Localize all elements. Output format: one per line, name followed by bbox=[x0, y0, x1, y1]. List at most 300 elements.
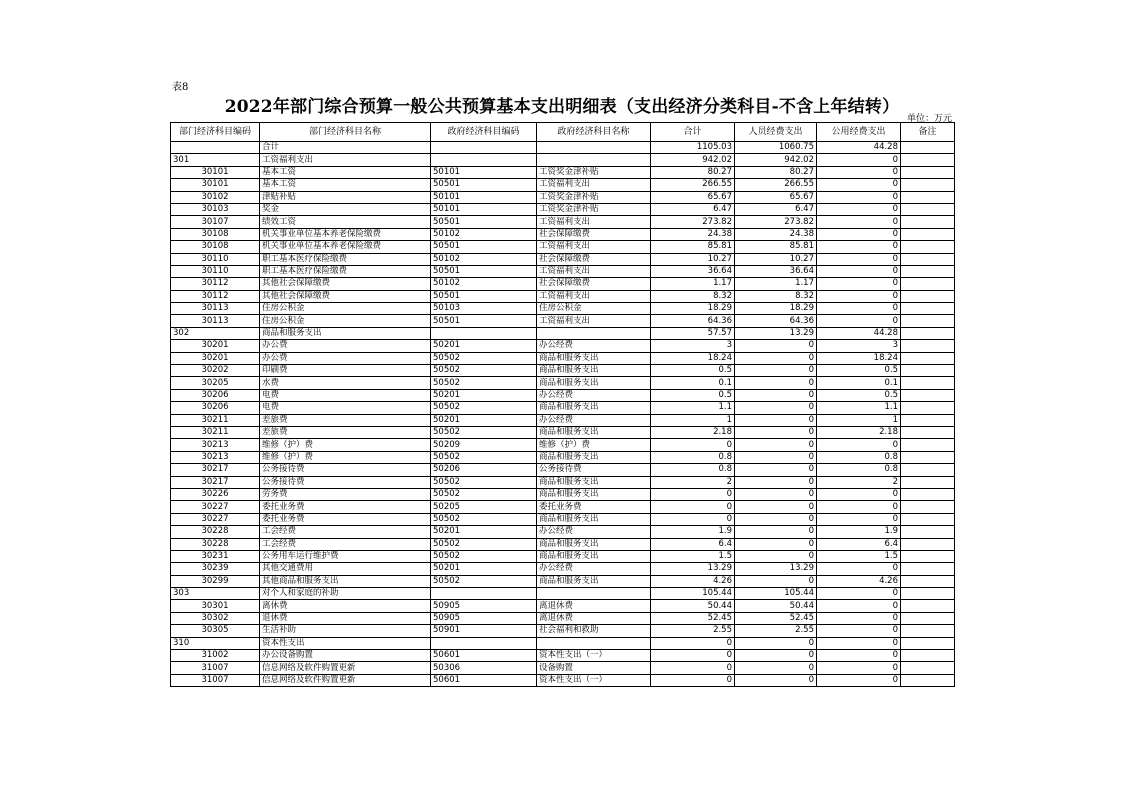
personnel-cell: 24.38 bbox=[735, 228, 817, 240]
dept-code-cell: 303 bbox=[171, 588, 260, 600]
dept-name-cell: 印刷费 bbox=[260, 365, 431, 377]
table-row bbox=[171, 637, 955, 649]
public-cell: 2.18 bbox=[817, 426, 901, 438]
dept-name-cell: 工会经费 bbox=[260, 538, 431, 550]
dept-code-cell: 30205 bbox=[171, 377, 260, 389]
personnel-cell: 0 bbox=[735, 526, 817, 538]
personnel-cell: 13.29 bbox=[735, 327, 817, 339]
gov-code-cell bbox=[431, 327, 537, 339]
dept-code-cell: 310 bbox=[171, 637, 260, 649]
dept-code-cell: 30112 bbox=[171, 278, 260, 290]
gov-code-cell: 50502 bbox=[431, 365, 537, 377]
dept-code-cell: 30211 bbox=[171, 426, 260, 438]
table-row bbox=[171, 290, 955, 302]
gov-code-cell bbox=[431, 588, 537, 600]
table-row bbox=[171, 142, 955, 154]
personnel-cell: 50.44 bbox=[735, 600, 817, 612]
remark-cell bbox=[901, 389, 955, 401]
public-cell: 0 bbox=[817, 166, 901, 178]
public-cell: 0 bbox=[817, 488, 901, 500]
gov-code-cell: 50601 bbox=[431, 674, 537, 686]
dept-name-cell: 对个人和家庭的补助 bbox=[260, 588, 431, 600]
gov-code-cell: 50201 bbox=[431, 563, 537, 575]
gov-code-cell: 50102 bbox=[431, 253, 537, 265]
table-row bbox=[171, 191, 955, 203]
table-row bbox=[171, 166, 955, 178]
public-cell: 0 bbox=[817, 315, 901, 327]
remark-cell bbox=[901, 612, 955, 624]
remark-cell bbox=[901, 575, 955, 587]
header-gov-name: 政府经济科目名称 bbox=[537, 123, 651, 142]
gov-code-cell bbox=[431, 637, 537, 649]
total-cell: 80.27 bbox=[651, 166, 735, 178]
public-cell: 0 bbox=[817, 265, 901, 277]
total-cell: 4.26 bbox=[651, 575, 735, 587]
budget-detail-table bbox=[170, 122, 955, 687]
personnel-cell: 0 bbox=[735, 513, 817, 525]
public-cell: 0 bbox=[817, 662, 901, 674]
public-cell: 0.8 bbox=[817, 451, 901, 463]
gov-code-cell: 50501 bbox=[431, 315, 537, 327]
total-cell: 2.55 bbox=[651, 625, 735, 637]
gov-code-cell: 50201 bbox=[431, 414, 537, 426]
total-cell: 1.1 bbox=[651, 402, 735, 414]
gov-code-cell: 50101 bbox=[431, 191, 537, 203]
remark-cell bbox=[901, 550, 955, 562]
table-row bbox=[171, 501, 955, 513]
total-cell: 64.36 bbox=[651, 315, 735, 327]
personnel-cell: 266.55 bbox=[735, 179, 817, 191]
gov-code-cell bbox=[431, 142, 537, 154]
gov-name-cell: 商品和服务支出 bbox=[537, 352, 651, 364]
public-cell: 4.26 bbox=[817, 575, 901, 587]
dept-code-cell: 30206 bbox=[171, 402, 260, 414]
gov-code-cell: 50502 bbox=[431, 352, 537, 364]
table-row bbox=[171, 476, 955, 488]
dept-code-cell: 301 bbox=[171, 154, 260, 166]
dept-name-cell: 公务接待费 bbox=[260, 476, 431, 488]
public-cell: 0 bbox=[817, 625, 901, 637]
dept-name-cell: 办公费 bbox=[260, 352, 431, 364]
header-dept-name: 部门经济科目名称 bbox=[260, 123, 431, 142]
table-row bbox=[171, 662, 955, 674]
gov-name-cell: 办公经费 bbox=[537, 526, 651, 538]
dept-code-cell: 30226 bbox=[171, 488, 260, 500]
table-row bbox=[171, 488, 955, 500]
table-header-row bbox=[171, 123, 955, 142]
total-cell: 57.57 bbox=[651, 327, 735, 339]
table-row bbox=[171, 612, 955, 624]
dept-name-cell: 合计 bbox=[260, 142, 431, 154]
gov-code-cell: 50501 bbox=[431, 265, 537, 277]
dept-code-cell: 30113 bbox=[171, 303, 260, 315]
gov-name-cell: 社会保障缴费 bbox=[537, 228, 651, 240]
public-cell: 0 bbox=[817, 179, 901, 191]
dept-code-cell: 30228 bbox=[171, 526, 260, 538]
personnel-cell: 0 bbox=[735, 464, 817, 476]
dept-code-cell: 30211 bbox=[171, 414, 260, 426]
remark-cell bbox=[901, 662, 955, 674]
gov-name-cell: 工资奖金津补贴 bbox=[537, 191, 651, 203]
dept-name-cell: 委托业务费 bbox=[260, 513, 431, 525]
table-row bbox=[171, 464, 955, 476]
public-cell: 0 bbox=[817, 253, 901, 265]
gov-code-cell: 50502 bbox=[431, 488, 537, 500]
public-cell: 1.9 bbox=[817, 526, 901, 538]
gov-name-cell: 工资福利支出 bbox=[537, 241, 651, 253]
remark-cell bbox=[901, 365, 955, 377]
dept-name-cell: 机关事业单位基本养老保险缴费 bbox=[260, 228, 431, 240]
dept-code-cell: 30101 bbox=[171, 179, 260, 191]
table-row bbox=[171, 377, 955, 389]
total-cell: 18.29 bbox=[651, 303, 735, 315]
dept-code-cell: 302 bbox=[171, 327, 260, 339]
dept-name-cell: 工会经费 bbox=[260, 526, 431, 538]
gov-code-cell: 50502 bbox=[431, 538, 537, 550]
table-row bbox=[171, 327, 955, 339]
gov-name-cell: 离退休费 bbox=[537, 612, 651, 624]
table-row bbox=[171, 389, 955, 401]
remark-cell bbox=[901, 191, 955, 203]
total-cell: 0 bbox=[651, 637, 735, 649]
personnel-cell: 80.27 bbox=[735, 166, 817, 178]
table-row bbox=[171, 154, 955, 166]
dept-name-cell: 差旅费 bbox=[260, 414, 431, 426]
dept-name-cell: 基本工资 bbox=[260, 166, 431, 178]
remark-cell bbox=[901, 625, 955, 637]
dept-code-cell: 30228 bbox=[171, 538, 260, 550]
dept-code-cell: 30217 bbox=[171, 464, 260, 476]
total-cell: 6.4 bbox=[651, 538, 735, 550]
total-cell: 0 bbox=[651, 513, 735, 525]
gov-name-cell: 商品和服务支出 bbox=[537, 377, 651, 389]
personnel-cell: 0 bbox=[735, 414, 817, 426]
dept-name-cell: 委托业务费 bbox=[260, 501, 431, 513]
dept-name-cell: 维修（护）费 bbox=[260, 439, 431, 451]
total-cell: 1 bbox=[651, 414, 735, 426]
remark-cell bbox=[901, 265, 955, 277]
gov-code-cell: 50501 bbox=[431, 179, 537, 191]
remark-cell bbox=[901, 303, 955, 315]
total-cell: 105.44 bbox=[651, 588, 735, 600]
personnel-cell: 0 bbox=[735, 637, 817, 649]
public-cell: 0.5 bbox=[817, 365, 901, 377]
remark-cell bbox=[901, 588, 955, 600]
public-cell: 0 bbox=[817, 228, 901, 240]
personnel-cell: 52.45 bbox=[735, 612, 817, 624]
dept-name-cell: 奖金 bbox=[260, 203, 431, 215]
gov-name-cell: 工资福利支出 bbox=[537, 265, 651, 277]
gov-code-cell: 50601 bbox=[431, 650, 537, 662]
table-row bbox=[171, 538, 955, 550]
total-cell: 0 bbox=[651, 488, 735, 500]
gov-code-cell: 50502 bbox=[431, 550, 537, 562]
dept-name-cell: 工资福利支出 bbox=[260, 154, 431, 166]
gov-name-cell: 委托业务费 bbox=[537, 501, 651, 513]
page-title: 2022年部门综合预算一般公共预算基本支出明细表（支出经济分类科目-不含上年结转） bbox=[224, 97, 900, 117]
total-cell: 2.18 bbox=[651, 426, 735, 438]
remark-cell bbox=[901, 352, 955, 364]
gov-name-cell bbox=[537, 154, 651, 166]
gov-name-cell: 商品和服务支出 bbox=[537, 426, 651, 438]
remark-cell bbox=[901, 650, 955, 662]
table-row bbox=[171, 402, 955, 414]
public-cell: 2 bbox=[817, 476, 901, 488]
total-cell: 6.47 bbox=[651, 203, 735, 215]
gov-name-cell: 社会保障缴费 bbox=[537, 278, 651, 290]
total-cell: 0 bbox=[651, 501, 735, 513]
gov-name-cell: 资本性支出（一） bbox=[537, 674, 651, 686]
dept-code-cell: 30108 bbox=[171, 228, 260, 240]
gov-name-cell: 商品和服务支出 bbox=[537, 476, 651, 488]
personnel-cell: 0 bbox=[735, 476, 817, 488]
remark-cell bbox=[901, 179, 955, 191]
unit-label: 单位：万元 bbox=[906, 114, 952, 124]
remark-cell bbox=[901, 228, 955, 240]
gov-code-cell bbox=[431, 154, 537, 166]
dept-code-cell bbox=[171, 142, 260, 154]
remark-cell bbox=[901, 538, 955, 550]
dept-code-cell: 31007 bbox=[171, 674, 260, 686]
personnel-cell: 942.02 bbox=[735, 154, 817, 166]
dept-code-cell: 30206 bbox=[171, 389, 260, 401]
total-cell: 0.5 bbox=[651, 365, 735, 377]
gov-code-cell: 50905 bbox=[431, 600, 537, 612]
gov-code-cell: 50501 bbox=[431, 290, 537, 302]
remark-cell bbox=[901, 600, 955, 612]
total-cell: 0 bbox=[651, 650, 735, 662]
public-cell: 0 bbox=[817, 216, 901, 228]
total-cell: 0.5 bbox=[651, 389, 735, 401]
table-row bbox=[171, 600, 955, 612]
remark-cell bbox=[901, 154, 955, 166]
dept-name-cell: 职工基本医疗保险缴费 bbox=[260, 265, 431, 277]
gov-code-cell: 50206 bbox=[431, 464, 537, 476]
dept-name-cell: 津贴补贴 bbox=[260, 191, 431, 203]
personnel-cell: 36.64 bbox=[735, 265, 817, 277]
dept-code-cell: 30213 bbox=[171, 451, 260, 463]
table-row bbox=[171, 340, 955, 352]
header-personnel: 人员经费支出 bbox=[735, 123, 817, 142]
table-number-label: 表8 bbox=[172, 82, 189, 93]
dept-name-cell: 生活补助 bbox=[260, 625, 431, 637]
public-cell: 0 bbox=[817, 290, 901, 302]
dept-code-cell: 30227 bbox=[171, 513, 260, 525]
gov-name-cell: 工资福利支出 bbox=[537, 315, 651, 327]
remark-cell bbox=[901, 340, 955, 352]
remark-cell bbox=[901, 241, 955, 253]
table-row bbox=[171, 513, 955, 525]
gov-name-cell bbox=[537, 327, 651, 339]
personnel-cell: 0 bbox=[735, 501, 817, 513]
dept-name-cell: 其他社会保障缴费 bbox=[260, 290, 431, 302]
table-row bbox=[171, 303, 955, 315]
personnel-cell: 0 bbox=[735, 538, 817, 550]
personnel-cell: 0 bbox=[735, 352, 817, 364]
public-cell: 0 bbox=[817, 612, 901, 624]
remark-cell bbox=[901, 563, 955, 575]
gov-name-cell: 商品和服务支出 bbox=[537, 365, 651, 377]
dept-name-cell: 公务用车运行维护费 bbox=[260, 550, 431, 562]
gov-name-cell: 公务接待费 bbox=[537, 464, 651, 476]
personnel-cell: 0 bbox=[735, 365, 817, 377]
gov-code-cell: 50501 bbox=[431, 216, 537, 228]
personnel-cell: 10.27 bbox=[735, 253, 817, 265]
remark-cell bbox=[901, 451, 955, 463]
dept-name-cell: 其他商品和服务支出 bbox=[260, 575, 431, 587]
dept-code-cell: 30110 bbox=[171, 253, 260, 265]
dept-name-cell: 其他交通费用 bbox=[260, 563, 431, 575]
personnel-cell: 105.44 bbox=[735, 588, 817, 600]
gov-name-cell: 社会保障缴费 bbox=[537, 253, 651, 265]
gov-code-cell: 50502 bbox=[431, 476, 537, 488]
total-cell: 0 bbox=[651, 662, 735, 674]
total-cell: 942.02 bbox=[651, 154, 735, 166]
dept-code-cell: 30302 bbox=[171, 612, 260, 624]
total-cell: 36.64 bbox=[651, 265, 735, 277]
header-dept-code: 部门经济科目编码 bbox=[171, 123, 260, 142]
gov-code-cell: 50101 bbox=[431, 166, 537, 178]
total-cell: 85.81 bbox=[651, 241, 735, 253]
remark-cell bbox=[901, 488, 955, 500]
personnel-cell: 0 bbox=[735, 650, 817, 662]
personnel-cell: 0 bbox=[735, 340, 817, 352]
personnel-cell: 273.82 bbox=[735, 216, 817, 228]
table-row bbox=[171, 265, 955, 277]
personnel-cell: 18.29 bbox=[735, 303, 817, 315]
total-cell: 0 bbox=[651, 439, 735, 451]
gov-name-cell: 工资奖金津补贴 bbox=[537, 203, 651, 215]
header-remark: 备注 bbox=[901, 123, 955, 142]
dept-name-cell: 办公设备购置 bbox=[260, 650, 431, 662]
table-row bbox=[171, 179, 955, 191]
dept-code-cell: 30108 bbox=[171, 241, 260, 253]
gov-name-cell: 社会福利和救助 bbox=[537, 625, 651, 637]
table-row bbox=[171, 550, 955, 562]
personnel-cell: 0 bbox=[735, 488, 817, 500]
public-cell: 1.5 bbox=[817, 550, 901, 562]
gov-name-cell bbox=[537, 588, 651, 600]
gov-name-cell: 办公经费 bbox=[537, 340, 651, 352]
dept-code-cell: 31002 bbox=[171, 650, 260, 662]
remark-cell bbox=[901, 203, 955, 215]
table-row bbox=[171, 315, 955, 327]
gov-name-cell bbox=[537, 142, 651, 154]
gov-name-cell: 商品和服务支出 bbox=[537, 513, 651, 525]
gov-code-cell: 50201 bbox=[431, 389, 537, 401]
gov-code-cell: 50209 bbox=[431, 439, 537, 451]
dept-code-cell: 30299 bbox=[171, 575, 260, 587]
public-cell: 0 bbox=[817, 278, 901, 290]
table-row bbox=[171, 625, 955, 637]
dept-code-cell: 30305 bbox=[171, 625, 260, 637]
table-row bbox=[171, 674, 955, 686]
dept-code-cell: 30107 bbox=[171, 216, 260, 228]
dept-code-cell: 30213 bbox=[171, 439, 260, 451]
total-cell: 65.67 bbox=[651, 191, 735, 203]
gov-name-cell: 办公经费 bbox=[537, 563, 651, 575]
gov-name-cell: 维修（护）费 bbox=[537, 439, 651, 451]
gov-code-cell: 50103 bbox=[431, 303, 537, 315]
total-cell: 266.55 bbox=[651, 179, 735, 191]
personnel-cell: 0 bbox=[735, 439, 817, 451]
dept-code-cell: 30227 bbox=[171, 501, 260, 513]
remark-cell bbox=[901, 166, 955, 178]
gov-name-cell: 办公经费 bbox=[537, 414, 651, 426]
gov-code-cell: 50501 bbox=[431, 241, 537, 253]
dept-name-cell: 办公费 bbox=[260, 340, 431, 352]
gov-code-cell: 50205 bbox=[431, 501, 537, 513]
public-cell: 0.5 bbox=[817, 389, 901, 401]
public-cell: 0 bbox=[817, 203, 901, 215]
public-cell: 0 bbox=[817, 563, 901, 575]
public-cell: 0 bbox=[817, 303, 901, 315]
dept-code-cell: 30202 bbox=[171, 365, 260, 377]
remark-cell bbox=[901, 377, 955, 389]
dept-code-cell: 30301 bbox=[171, 600, 260, 612]
remark-cell bbox=[901, 501, 955, 513]
table-row bbox=[171, 414, 955, 426]
dept-code-cell: 30103 bbox=[171, 203, 260, 215]
table-row bbox=[171, 588, 955, 600]
remark-cell bbox=[901, 290, 955, 302]
remark-cell bbox=[901, 513, 955, 525]
dept-code-cell: 30110 bbox=[171, 265, 260, 277]
table-row bbox=[171, 253, 955, 265]
gov-name-cell bbox=[537, 637, 651, 649]
total-cell: 8.32 bbox=[651, 290, 735, 302]
dept-code-cell: 30102 bbox=[171, 191, 260, 203]
public-cell: 0 bbox=[817, 650, 901, 662]
public-cell: 1 bbox=[817, 414, 901, 426]
dept-name-cell: 资本性支出 bbox=[260, 637, 431, 649]
gov-code-cell: 50502 bbox=[431, 426, 537, 438]
gov-code-cell: 50101 bbox=[431, 203, 537, 215]
dept-name-cell: 离休费 bbox=[260, 600, 431, 612]
total-cell: 2 bbox=[651, 476, 735, 488]
total-cell: 10.27 bbox=[651, 253, 735, 265]
total-cell: 13.29 bbox=[651, 563, 735, 575]
dept-code-cell: 30201 bbox=[171, 352, 260, 364]
gov-code-cell: 50905 bbox=[431, 612, 537, 624]
header-total: 合计 bbox=[651, 123, 735, 142]
personnel-cell: 6.47 bbox=[735, 203, 817, 215]
gov-code-cell: 50201 bbox=[431, 526, 537, 538]
remark-cell bbox=[901, 674, 955, 686]
personnel-cell: 13.29 bbox=[735, 563, 817, 575]
gov-name-cell: 商品和服务支出 bbox=[537, 402, 651, 414]
public-cell: 18.24 bbox=[817, 352, 901, 364]
gov-code-cell: 50502 bbox=[431, 377, 537, 389]
public-cell: 0 bbox=[817, 501, 901, 513]
personnel-cell: 0 bbox=[735, 377, 817, 389]
gov-name-cell: 办公经费 bbox=[537, 389, 651, 401]
total-cell: 1.9 bbox=[651, 526, 735, 538]
personnel-cell: 0 bbox=[735, 451, 817, 463]
remark-cell bbox=[901, 278, 955, 290]
table-row bbox=[171, 352, 955, 364]
personnel-cell: 0 bbox=[735, 674, 817, 686]
dept-name-cell: 信息网络及软件购置更新 bbox=[260, 674, 431, 686]
gov-name-cell: 工资福利支出 bbox=[537, 179, 651, 191]
dept-code-cell: 30239 bbox=[171, 563, 260, 575]
dept-code-cell: 30201 bbox=[171, 340, 260, 352]
public-cell: 0 bbox=[817, 154, 901, 166]
gov-code-cell: 50901 bbox=[431, 625, 537, 637]
gov-name-cell: 工资福利支出 bbox=[537, 290, 651, 302]
dept-name-cell: 职工基本医疗保险缴费 bbox=[260, 253, 431, 265]
dept-name-cell: 住房公积金 bbox=[260, 303, 431, 315]
